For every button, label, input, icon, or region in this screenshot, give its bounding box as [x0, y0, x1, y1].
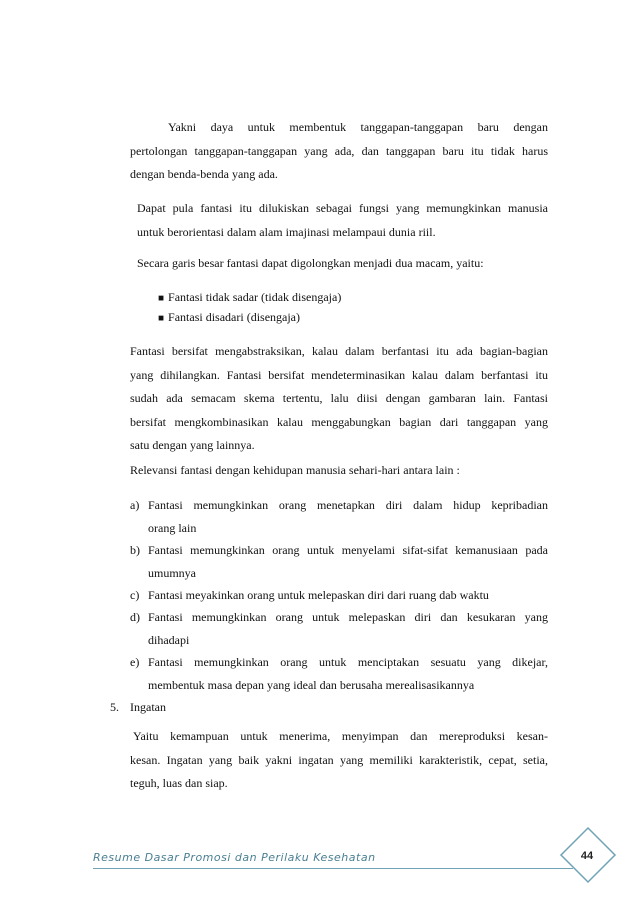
- paragraph-fantasi-definition: [130, 116, 548, 187]
- footer-title: Resume Dasar Promosi dan Perilaku Kesehatan: [93, 851, 376, 864]
- text-line: Fantasi memungkinkan orang untuk menyelami sifat-sifat kemanusiaan pada: [148, 543, 548, 557]
- footer-divider: [93, 868, 573, 869]
- text-line: Dapat pula fantasi itu dilukiskan sebagai fungsi yang memungkinkan manusia: [137, 201, 548, 215]
- section-heading-ingatan: [110, 697, 166, 717]
- text-line: Fantasi memungkinkan orang untuk menciptakan sesuatu yang dikejar,: [148, 655, 548, 669]
- text-line: dengan benda-benda yang ada.: [130, 167, 278, 181]
- text-line: orang lain: [148, 520, 197, 535]
- section-number: 5.: [110, 700, 119, 714]
- text-line: teguh, luas dan siap.: [130, 776, 228, 790]
- text-line: sudah ada semacam skema tertentu, lalu diisi dengan gambaran lain. Fantasi: [130, 391, 548, 405]
- text-line: Relevansi fantasi dengan kehidupan manusia sehari-hari antara lain :: [130, 463, 460, 477]
- text-line: kesan. Ingatan yang baik yakni ingatan yang memiliki karakteristik, cepat, setia,: [130, 752, 548, 767]
- text-line: untuk berorientasi dalam alam imajinasi melampaui dunia riil.: [137, 224, 436, 239]
- section-title: Ingatan: [130, 700, 166, 714]
- list-marker: d): [130, 610, 140, 624]
- text-line: satu dengan yang lainnya.: [130, 438, 255, 452]
- bullet-item: [158, 307, 300, 329]
- list-item: [130, 651, 548, 696]
- text-line: umumnya: [148, 565, 196, 580]
- text-line: Fantasi bersifat mengabstraksikan, kalau dalam berfantasi itu ada bagian-bagian: [130, 344, 548, 358]
- bullet-text: Fantasi tidak sadar (tidak disengaja): [168, 290, 342, 304]
- text-line: Secara garis besar fantasi dapat digolongkan menjadi dua macam, yaitu:: [137, 256, 484, 270]
- page-number: 44: [580, 850, 594, 862]
- list-item: [130, 584, 548, 607]
- text-line: dihadapi: [148, 632, 190, 647]
- list-item: [130, 606, 548, 651]
- paragraph-fantasi-function: [137, 197, 548, 244]
- text-line: Fantasi meyakinkan orang untuk melepaskan diri dari ruang dab waktu: [148, 588, 489, 602]
- text-line: membentuk masa depan yang ideal dan berusaha merealisasikannya: [148, 677, 475, 692]
- text-line: Yakni daya untuk membentuk tanggapan-tanggapan baru dengan: [168, 120, 548, 134]
- list-marker: e): [130, 655, 140, 669]
- bullet-text: Fantasi disadari (disengaja): [168, 310, 301, 324]
- paragraph-fantasi-types-intro: [137, 252, 548, 276]
- text-line: yang dihilangkan. Fantasi bersifat mendeterminasikan kalau dalam berfantasi itu: [130, 367, 548, 382]
- list-item: [130, 494, 548, 539]
- paragraph-ingatan-definition: [130, 725, 548, 796]
- list-item: [130, 539, 548, 584]
- list-marker: c): [130, 588, 140, 602]
- text-line: bersifat mengkombinasikan kalau menggabungkan bagian dari tanggapan yang: [130, 414, 548, 429]
- text-line: Fantasi memungkinkan orang menetapkan diri dalam hidup kepribadian: [148, 498, 548, 512]
- text-line: Fantasi memungkinkan orang untuk melepaskan diri dan kesukaran yang: [148, 610, 548, 624]
- text-line: Yaitu kemampuan untuk menerima, menyimpan dan mereproduksi kesan-: [133, 729, 548, 743]
- square-bullet-icon: ■: [158, 313, 165, 324]
- square-bullet-icon: ■: [158, 293, 165, 304]
- paragraph-fantasi-characteristics: [130, 340, 548, 458]
- bullet-item: [158, 287, 341, 309]
- paragraph-relevansi-intro: [130, 459, 548, 483]
- text-line: pertolongan tanggapan-tanggapan yang ada, dan tanggapan baru itu tidak harus: [130, 143, 548, 158]
- list-marker: b): [130, 543, 140, 557]
- list-marker: a): [130, 498, 140, 512]
